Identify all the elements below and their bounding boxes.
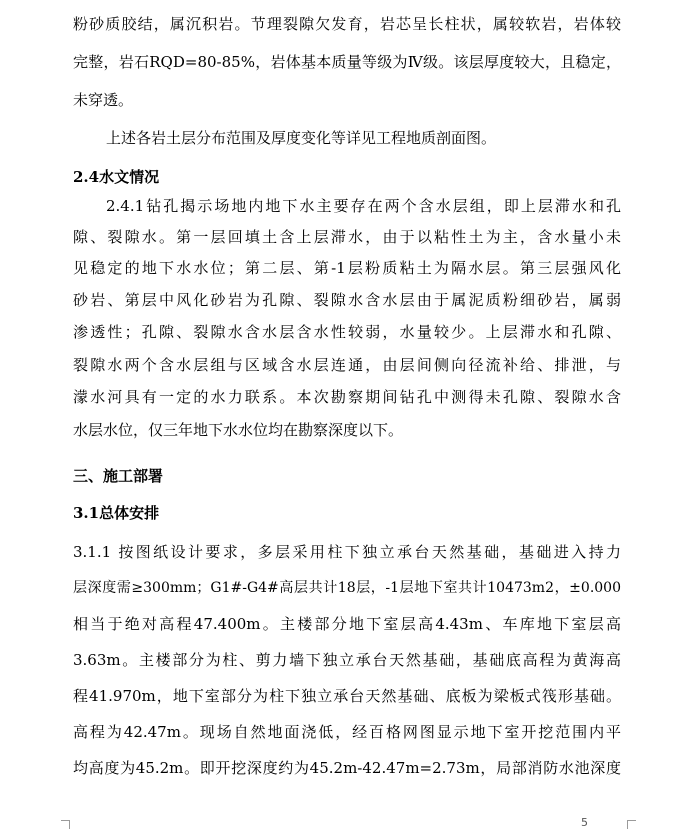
hydrology-text-line: 濛水河具有一定的水力联系。本次勘察期间钻孔中测得未孔隙、裂隙水含 <box>73 388 621 406</box>
body-text-line: 未穿透。 <box>73 91 134 109</box>
hydrology-text-line: 隙、裂隙水。第一层回填土含上层滞水，由于以粘性土为主，含水量小未 <box>73 228 621 246</box>
hydrology-text-line: 渗透性；孔隙、裂隙水含水层含水性较弱，水量较少。上层滞水和孔隙、 <box>73 323 621 341</box>
page-corner-mark-left <box>61 820 70 829</box>
hydrology-text-line: 砂岩、第层中风化砂岩为孔隙、裂隙水含水层由于属泥质粉细砂岩，属弱 <box>73 291 621 309</box>
deployment-text-line: 相当于绝对高程47.400m。主楼部分地下室层高4.43m、车库地下室层高 <box>73 615 621 633</box>
section-heading-3: 三、施工部署 <box>73 467 164 485</box>
deployment-text-line: 3.1.1 按图纸设计要求，多层采用柱下独立承台天然基础，基础进入持力 <box>73 543 621 561</box>
deployment-text-line: 程41.970m，地下室部分为柱下独立承台天然基础、底板为梁板式筏形基础。 <box>73 687 621 705</box>
deployment-text-line: 均高度为45.2m。即开挖深度约为45.2m-42.47m=2.73m，局部消防水池深度 <box>73 759 621 777</box>
hydrology-text-line: 水层水位，仅三年地下水水位均在勘察深度以下。 <box>73 421 404 439</box>
hydrology-text-line: 见稳定的地下水水位；第二层、第-1层粉质粘土为隔水层。第三层强风化 <box>73 259 621 277</box>
section-heading-2-4: 2.4水文情况 <box>73 168 160 186</box>
body-text-line: 完整，岩石RQD=80-85%，岩体基本质量等级为Ⅳ级。该层厚度较大，且稳定， <box>73 53 621 71</box>
deployment-text-line: 层深度需≥300mm；G1#-G4#高层共计18层，-1层地下室共计10473m2，±0.000 <box>73 580 621 596</box>
hydrology-text-line: 2.4.1钻孔揭示场地内地下水主要存在两个含水层组，即上层滞水和孔 <box>106 197 621 215</box>
body-text-line: 上述各岩土层分布范围及厚度变化等详见工程地质剖面图。 <box>106 129 497 147</box>
deployment-text-line: 3.63m。主楼部分为柱、剪力墙下独立承台天然基础，基础底高程为黄海高 <box>73 651 621 669</box>
body-text-line: 粉砂质胶结，属沉积岩。节理裂隙欠发育，岩芯呈长柱状，属较软岩，岩体较 <box>73 15 621 33</box>
page-number: 5 <box>581 816 588 829</box>
deployment-text-line: 高程为42.47m。现场自然地面浇低，经百格网图显示地下室开挖范围内平 <box>73 723 621 741</box>
hydrology-text-line: 裂隙水两个含水层组与区域含水层连通，由层间侧向径流补给、排泄，与 <box>73 356 621 374</box>
section-heading-3-1: 3.1总体安排 <box>73 504 160 522</box>
page-corner-mark-right <box>627 820 636 829</box>
